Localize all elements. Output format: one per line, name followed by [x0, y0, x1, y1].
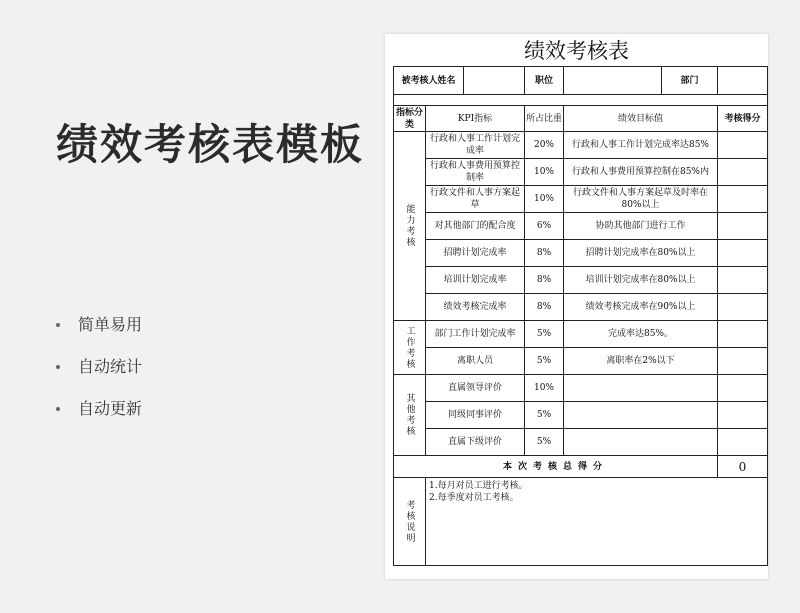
table-row	[394, 402, 768, 429]
target-cell: 完成率达85%。	[564, 321, 718, 348]
weight-cell: 5%	[525, 321, 564, 348]
table-row	[394, 294, 768, 321]
kpi-cell: 同级同事评价	[426, 402, 525, 429]
info-row	[394, 67, 768, 95]
table-row	[394, 267, 768, 294]
name-field[interactable]	[464, 67, 525, 95]
weight-cell: 10%	[525, 186, 564, 213]
kpi-cell: 直属下级评价	[426, 429, 525, 456]
position-label: 职位	[525, 67, 564, 95]
name-label: 被考核人姓名	[394, 67, 464, 95]
target-cell: 培训计划完成率在80%以上	[564, 267, 718, 294]
target-cell: 招聘计划完成率在80%以上	[564, 240, 718, 267]
score-cell[interactable]	[718, 159, 768, 186]
weight-cell: 6%	[525, 213, 564, 240]
total-score: 0	[718, 456, 768, 478]
weight-cell: 8%	[525, 267, 564, 294]
score-cell[interactable]	[718, 321, 768, 348]
weight-cell: 10%	[525, 375, 564, 402]
kpi-cell: 部门工作计划完成率	[426, 321, 525, 348]
kpi-cell: 行政和人事费用预算控制率	[426, 159, 525, 186]
table-row	[394, 429, 768, 456]
total-row	[394, 456, 768, 478]
kpi-cell: 培训计划完成率	[426, 267, 525, 294]
target-cell: 行政文件和人事方案起草及时率在80%以上	[564, 186, 718, 213]
score-cell[interactable]	[718, 348, 768, 375]
evaluation-table	[393, 66, 768, 566]
target-cell: 绩效考核完成率在90%以上	[564, 294, 718, 321]
bullet-dot-icon	[56, 323, 60, 327]
header-score: 考核得分	[718, 106, 768, 132]
kpi-cell: 行政和人事工作计划完成率	[426, 132, 525, 159]
kpi-cell: 行政文件和人事方案起草	[426, 186, 525, 213]
kpi-cell: 对其他部门的配合度	[426, 213, 525, 240]
weight-cell: 10%	[525, 159, 564, 186]
table-row	[394, 240, 768, 267]
score-cell[interactable]	[718, 375, 768, 402]
category-other: 其他考核	[394, 375, 426, 456]
score-cell[interactable]	[718, 294, 768, 321]
table-row	[394, 159, 768, 186]
target-cell	[564, 402, 718, 429]
notes-row	[394, 478, 768, 566]
header-kpi: KPI指标	[426, 106, 525, 132]
bullet-dot-icon	[56, 407, 60, 411]
score-cell[interactable]	[718, 132, 768, 159]
score-cell[interactable]	[718, 267, 768, 294]
feature-list	[56, 312, 142, 438]
target-cell: 行政和人事工作计划完成率达85%	[564, 132, 718, 159]
weight-cell: 8%	[525, 240, 564, 267]
category-ability: 能力考核	[394, 132, 426, 321]
table-row	[394, 348, 768, 375]
weight-cell: 5%	[525, 348, 564, 375]
category-work: 工作考核	[394, 321, 426, 375]
dept-label: 部门	[662, 67, 718, 95]
table-row	[394, 321, 768, 348]
table-row	[394, 213, 768, 240]
weight-cell: 8%	[525, 294, 564, 321]
page-heading: 绩效考核表模板	[56, 120, 365, 169]
kpi-cell: 招聘计划完成率	[426, 240, 525, 267]
feature-item: 简单易用	[56, 312, 142, 354]
target-cell: 行政和人事费用预算控制在85%内	[564, 159, 718, 186]
weight-cell: 5%	[525, 402, 564, 429]
sheet-title: 绩效考核表	[524, 39, 629, 63]
kpi-cell: 直属领导评价	[426, 375, 525, 402]
spacer-row	[394, 95, 768, 106]
notes-label: 考核说明	[394, 478, 426, 566]
notes-content	[426, 478, 768, 566]
table-row	[394, 375, 768, 402]
target-cell	[564, 375, 718, 402]
score-cell[interactable]	[718, 186, 768, 213]
weight-cell: 20%	[525, 132, 564, 159]
kpi-cell: 绩效考核完成率	[426, 294, 525, 321]
score-cell[interactable]	[718, 429, 768, 456]
kpi-cell: 离职人员	[426, 348, 525, 375]
position-field[interactable]	[564, 67, 662, 95]
dept-field[interactable]	[718, 67, 768, 95]
target-cell: 离职率在2%以下	[564, 348, 718, 375]
note-line: 1.每月对员工进行考核。	[429, 481, 528, 491]
header-category: 指标分类	[394, 106, 426, 132]
header-weight: 所占比重	[525, 106, 564, 132]
header-target: 绩效目标值	[564, 106, 718, 132]
total-label: 本次考核总得分	[394, 456, 718, 478]
table-row	[394, 186, 768, 213]
note-line: 2.每季度对员工考核。	[429, 493, 519, 503]
feature-item: 自动统计	[56, 354, 142, 396]
weight-cell: 5%	[525, 429, 564, 456]
target-cell	[564, 429, 718, 456]
target-cell: 协助其他部门进行工作	[564, 213, 718, 240]
score-cell[interactable]	[718, 213, 768, 240]
score-cell[interactable]	[718, 240, 768, 267]
bullet-dot-icon	[56, 365, 60, 369]
header-row	[394, 106, 768, 132]
score-cell[interactable]	[718, 402, 768, 429]
feature-item: 自动更新	[56, 396, 142, 438]
evaluation-sheet	[385, 34, 768, 579]
table-row	[394, 132, 768, 159]
